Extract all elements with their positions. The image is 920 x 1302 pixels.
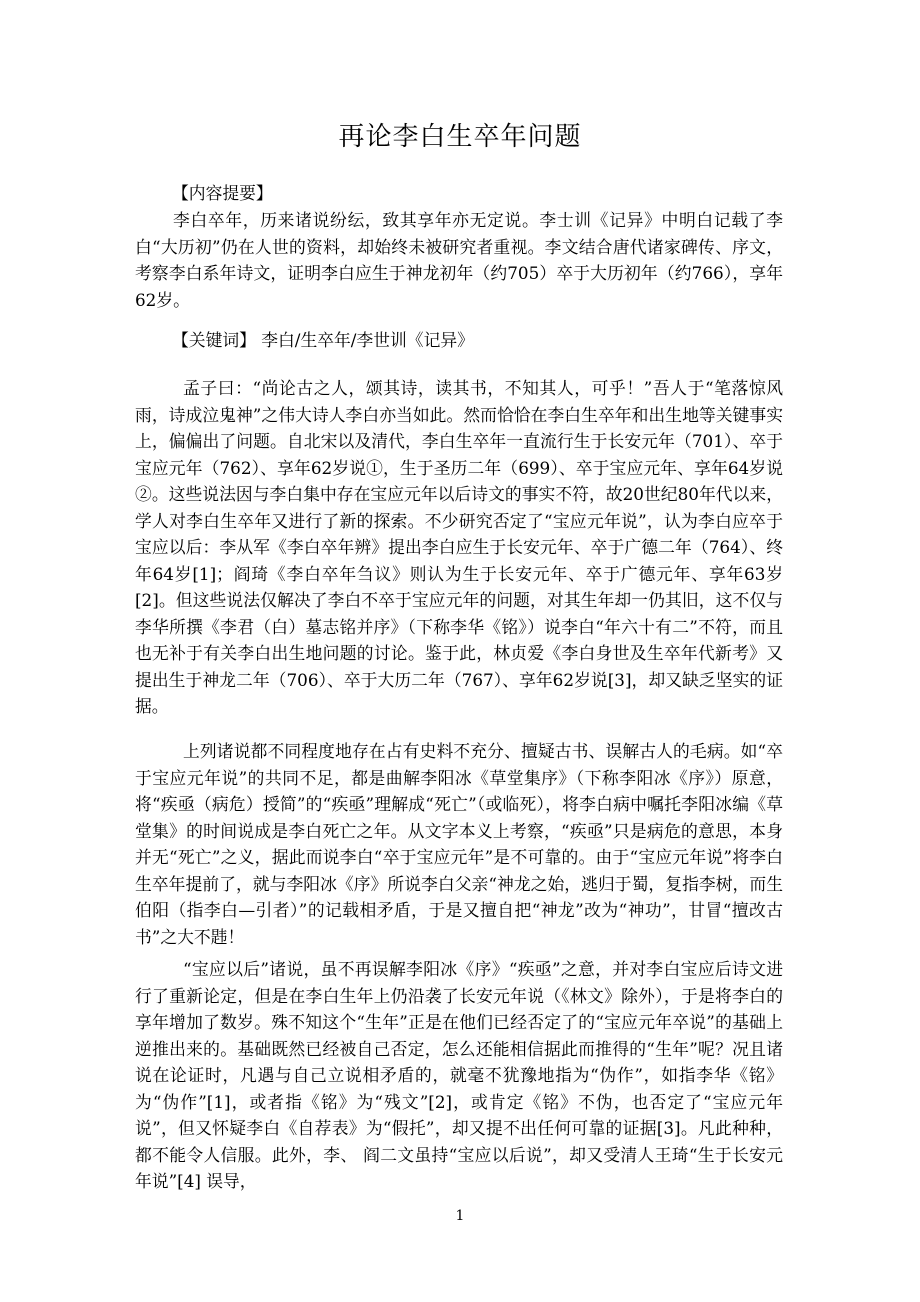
page-number: 1: [455, 1208, 465, 1224]
body-paragraph-3: “宝应以后”诸说，虽不再误解李阳冰《序》“疾亟”之意，并对李白宝应后诗文进行了重新论定，但是在李白生年上仍沿袭了长安元年说（《林文》除外），于是将李白的享年增加了数岁。殊不知这个“生年”正是在他们已经否定了的“宝应元年卒说”的基础上逆推出来的。基础既然已经被自己否定，怎么还能相信据此而推得的“生年”呢？况且诸说在论证时，凡遇与自己立说相矛盾的，就毫不犹豫地指为“伪作”，如指李华《铭》为“伪作”[1]，或者指《铭》为“残文”[2]，或肯定《铭》不伪，也否定了“宝应元年说”，但又怀疑李白《自荐表》为“假托”，却又提不出任何可靠的证据[3]。凡此种种，都不能令人信服。此外，李、 阎二文虽持“宝应以后说”，却又受清人王琦“生于长安元年说”[4] 误导，: [135, 959, 783, 1191]
abstract-heading: 【内容提要】: [172, 183, 273, 203]
body-paragraph-2: 上列诸说都不同程度地存在占有史料不充分、擅疑古书、误解古人的毛病。如“卒于宝应元年说”的共同不足，都是曲解李阳冰《草堂集序》（下称李阳冰《序》）原意，将“疾亟（病危）授简”的“疾亟”理解成“死亡”（或临死），将李白病中嘱托李阳冰编《草堂集》的时间说成是李白死亡之年。从文字本义上考察，“疾亟”只是病危的意思，本身并无“死亡”之义，据此而说李白“卒于宝应元年”是不可靠的。由于“宝应元年说”将李白生卒年提前了，就与李阳冰《序》所说李白父亲“神龙之始，逃归于蜀，复指李树，而生伯阳（指李白—引者）”的记载相矛盾，于是又擅自把“神龙”改为“神功”，甘冒“擅改古书”之大不韪！: [135, 741, 783, 947]
page-title: 再论李白生卒年问题: [338, 122, 582, 152]
abstract-text: 李白卒年，历来诸说纷纭，致其享年亦无定说。李士训《记异》中明白记载了李白“大历初”仍在人世的资料，却始终未被研究者重视。李文结合唐代诸家碑传、序文，考察李白系年诗文，证明李白应生于神龙初年（约705）卒于大历初年（约766），享年62岁。: [135, 210, 783, 310]
body-paragraph-1: 孟子曰：“尚论古之人，颂其诗，读其书，不知其人，可乎！”吾人于“笔落惊风雨，诗成泣鬼神”之伟大诗人李白亦当如此。然而恰恰在李白生卒年和出生地等关键事实上，偏偏出了问题。自北宋以及清代，李白生卒年一直流行生于长安元年（701）、卒于宝应元年（762）、享年62岁说①，生于圣历二年（699）、卒于宝应元年、享年64岁说②。这些说法因与李白集中存在宝应元年以后诗文的事实不符，故20世纪80年代以来，学人对李白生卒年又进行了新的探索。不少研究否定了“宝应元年说”，认为李白应卒于宝应以后：李从军《李白卒年辨》提出李白应生于长安元年、卒于广德二年（764）、终年64岁[1]；阎琦《李白卒年刍议》则认为生于长安元年、卒于广德元年、享年63岁[2]。但这些说法仅解决了李白不卒于宝应元年的问题，对其生年却一仍其旧，这不仅与李华所撰《李君（白）墓志铭并序》（下称李华《铭》）说李白“年六十有二”不符，而且也无补于有关李白出生地问题的讨论。鉴于此，林贞爱《李白身世及生卒年代新考》又提出生于神龙二年（706）、卒于大历二年（767）、享年62岁说[3]，却又缺乏坚实的证据。: [135, 378, 783, 716]
keywords-line: 【关键词】 李白/生卒年/李世训《记异》: [172, 330, 474, 350]
